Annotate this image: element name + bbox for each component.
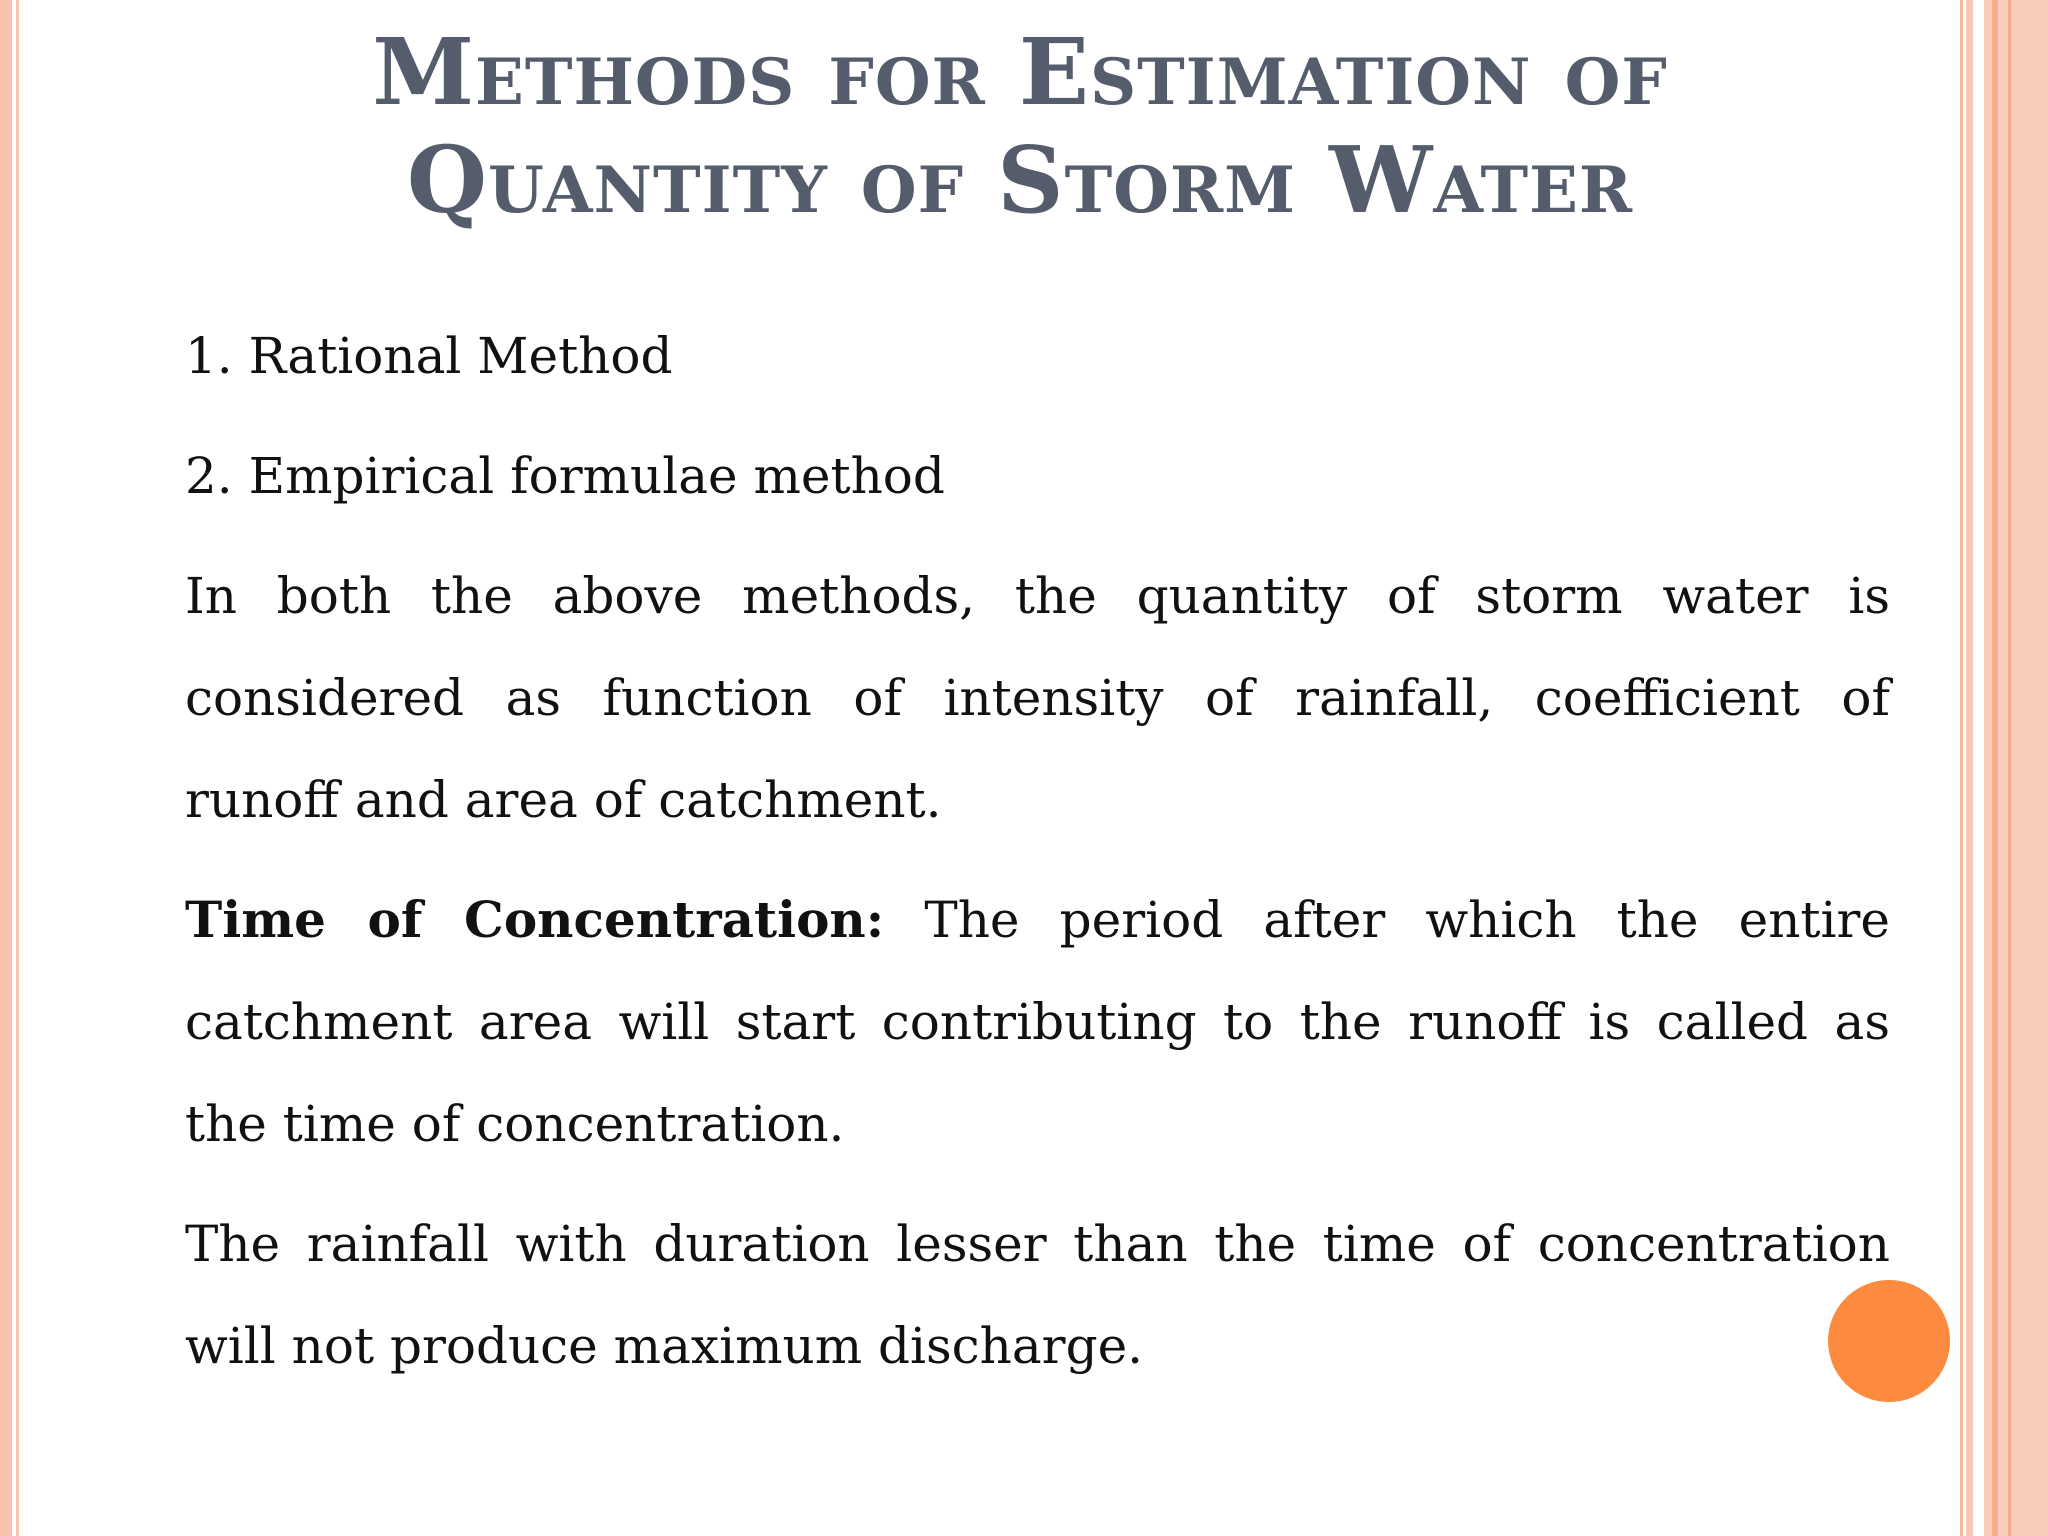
definition-term: Time of Concentration: [185,890,885,949]
slide-title-line-2: Quantity of Storm Water [406,126,1634,234]
paragraph-time-of-concentration-line-3: the time of concentration. [185,1095,845,1153]
list-item-rational-method: 1. Rational Method [185,327,673,385]
paragraph-methods-line-1: In both the above methods, the quantity of storm water is [185,567,1890,625]
right-border-stripe-thin [1960,0,1963,1536]
list-item-empirical-method: 2. Empirical formulae method [185,447,945,505]
right-border-stripe [1966,0,1973,1536]
paragraph-rainfall-line-1: The rainfall with duration lesser than the time of concentration [185,1215,1890,1273]
left-border-stripe-thin [16,0,19,1536]
paragraph-methods-line-2: considered as function of intensity of rainfall, coefficient of [185,669,1890,727]
left-border-stripe [0,0,12,1536]
slide-title-line-1: Methods for Estimation of [372,18,1668,126]
paragraph-time-of-concentration-line-2: catchment area will start contributing to the runoff is called as [185,993,1890,1051]
right-border-band-line-thin [2008,0,2011,1536]
paragraph-rainfall-line-2: will not produce maximum discharge. [185,1317,1144,1375]
orange-circle-decoration [1828,1280,1950,1402]
slide-title [230,18,1810,234]
definition-text-start: The period after which the entire [884,891,1891,949]
right-border-band-line [1992,0,1998,1536]
paragraph-time-of-concentration-line-1 [185,890,1890,950]
paragraph-methods-line-3: runoff and area of catchment. [185,771,942,829]
